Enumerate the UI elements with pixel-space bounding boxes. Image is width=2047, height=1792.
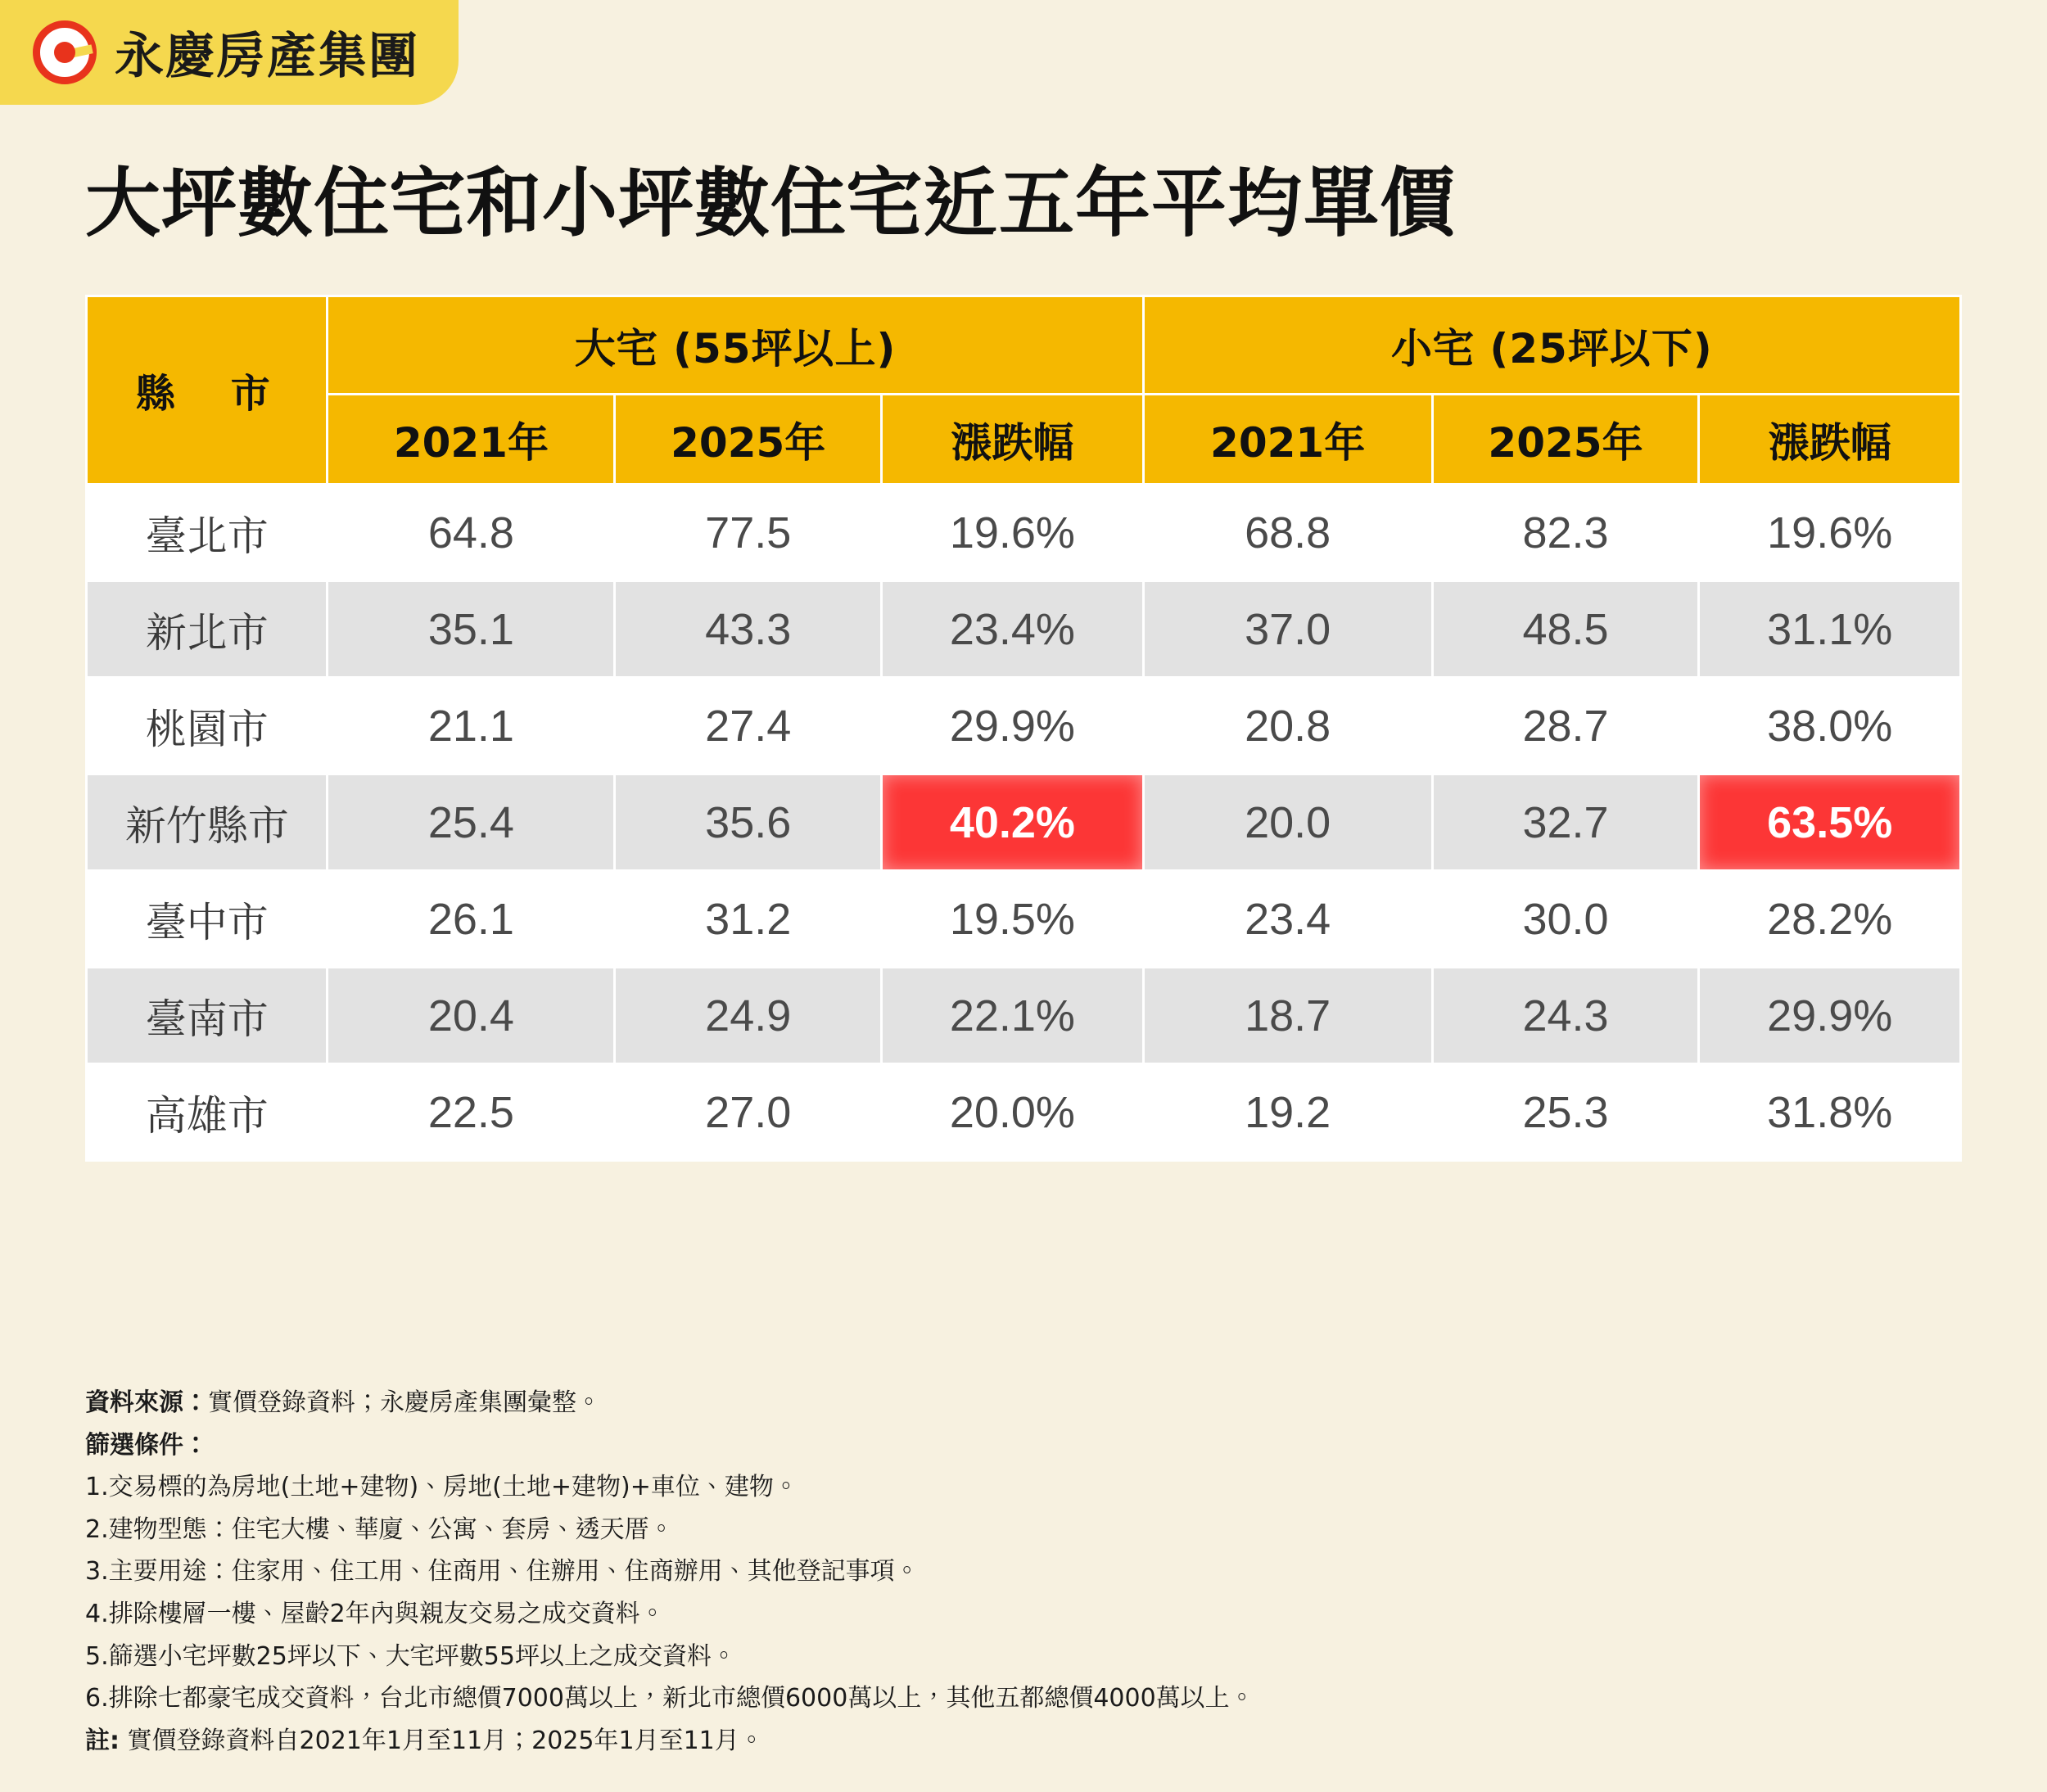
cell-small-2025: 82.3	[1432, 485, 1699, 581]
note-item-2: 2.建物型態：住宅大樓、華廈、公寓、套房、透天厝。	[85, 1514, 674, 1544]
cell-large-2021: 26.1	[328, 871, 615, 968]
table-row-highlighted	[87, 774, 1961, 871]
cell-city: 臺北市	[87, 485, 328, 581]
table-row	[87, 871, 1961, 968]
cell-large-2021: 22.5	[328, 1064, 615, 1161]
column-header-large-2021: 2021年	[328, 395, 615, 485]
price-comparison-table	[85, 295, 1962, 1162]
group-header-small-home: 小宅 (25坪以下)	[1143, 296, 1960, 395]
cell-large-change: 19.5%	[882, 871, 1144, 968]
cell-large-2021: 25.4	[328, 774, 615, 871]
cell-city: 臺中市	[87, 871, 328, 968]
column-header-large-change: 漲跌幅	[882, 395, 1144, 485]
cell-small-2025: 24.3	[1432, 968, 1699, 1064]
cell-city: 桃園市	[87, 678, 328, 774]
cell-small-change: 31.8%	[1699, 1064, 1961, 1161]
group-header-large-home: 大宅 (55坪以上)	[328, 296, 1143, 395]
cell-large-change: 29.9%	[882, 678, 1144, 774]
cell-large-2021: 35.1	[328, 581, 615, 678]
cell-large-change: 23.4%	[882, 581, 1144, 678]
note-remark	[85, 1722, 1960, 1762]
note-source	[85, 1383, 1960, 1424]
cell-large-2021: 21.1	[328, 678, 615, 774]
note-criteria-label: 篩選條件：	[85, 1430, 208, 1460]
cell-city: 臺南市	[87, 968, 328, 1064]
cell-small-change-highlight: 63.5%	[1699, 774, 1961, 871]
note-remark-text: 實價登錄資料自2021年1月至11月；2025年1月至11月。	[127, 1726, 764, 1755]
table-row	[87, 678, 1961, 774]
cell-small-2021: 68.8	[1143, 485, 1432, 581]
note-item-1: 1.交易標的為房地(土地+建物)、房地(土地+建物)+車位、建物。	[85, 1473, 798, 1502]
cell-small-2025: 25.3	[1432, 1064, 1699, 1161]
page-title: 大坪數住宅和小坪數住宅近五年平均單價	[85, 160, 1457, 247]
cell-small-change: 38.0%	[1699, 678, 1961, 774]
yungching-circle-logo-icon	[33, 20, 97, 84]
cell-large-change: 19.6%	[882, 485, 1144, 581]
table-row	[87, 1064, 1961, 1161]
cell-large-change: 20.0%	[882, 1064, 1144, 1161]
note-item-6: 6.排除七都豪宅成交資料，台北市總價7000萬以上，新北市總價6000萬以上，其他五都總價4000萬以上。	[85, 1684, 1254, 1713]
cell-large-2025: 27.0	[615, 1064, 882, 1161]
cell-city: 新竹縣市	[87, 774, 328, 871]
cell-city: 新北市	[87, 581, 328, 678]
cell-large-2021: 64.8	[328, 485, 615, 581]
cell-large-2025: 35.6	[615, 774, 882, 871]
column-header-small-2025: 2025年	[1432, 395, 1699, 485]
cell-small-2025: 30.0	[1432, 871, 1699, 968]
table-row	[87, 581, 1961, 678]
cell-small-change: 28.2%	[1699, 871, 1961, 968]
cell-large-2025: 27.4	[615, 678, 882, 774]
cell-large-change-highlight: 40.2%	[882, 774, 1144, 871]
note-item-3: 3.主要用途：住家用、住工用、住商用、住辦用、住商辦用、其他登記事項。	[85, 1557, 920, 1587]
cell-small-2025: 32.7	[1432, 774, 1699, 871]
note-remark-label: 註:	[85, 1726, 120, 1755]
cell-small-2025: 28.7	[1432, 678, 1699, 774]
cell-large-2025: 43.3	[615, 581, 882, 678]
cell-large-2025: 24.9	[615, 968, 882, 1064]
table-row	[87, 968, 1961, 1064]
cell-small-change: 19.6%	[1699, 485, 1961, 581]
cell-small-2021: 20.8	[1143, 678, 1432, 774]
cell-large-2025: 77.5	[615, 485, 882, 581]
column-header-large-2025: 2025年	[615, 395, 882, 485]
note-item-4: 4.排除樓層一樓、屋齡2年內與親友交易之成交資料。	[85, 1599, 665, 1628]
note-source-text: 實價登錄資料；永慶房產集團彙整。	[208, 1388, 601, 1417]
cell-large-change: 22.1%	[882, 968, 1144, 1064]
cell-small-2021: 37.0	[1143, 581, 1432, 678]
cell-small-2021: 23.4	[1143, 871, 1432, 968]
note-item-5: 5.篩選小宅坪數25坪以下、大宅坪數55坪以上之成交資料。	[85, 1641, 736, 1671]
cell-small-change: 31.1%	[1699, 581, 1961, 678]
cell-large-2025: 31.2	[615, 871, 882, 968]
cell-small-2025: 48.5	[1432, 581, 1699, 678]
cell-small-2021: 18.7	[1143, 968, 1432, 1064]
column-header-small-change: 漲跌幅	[1699, 395, 1961, 485]
cell-large-2021: 20.4	[328, 968, 615, 1064]
column-header-small-2021: 2021年	[1143, 395, 1432, 485]
cell-city: 高雄市	[87, 1064, 328, 1161]
cell-small-2021: 20.0	[1143, 774, 1432, 871]
column-header-city: 縣 市	[87, 296, 328, 485]
brand-bar	[0, 0, 459, 105]
cell-small-2021: 19.2	[1143, 1064, 1432, 1161]
table-row	[87, 485, 1961, 581]
note-source-label: 資料來源：	[85, 1388, 208, 1417]
cell-small-change: 29.9%	[1699, 968, 1961, 1064]
footnotes	[85, 1383, 1960, 1763]
brand-name: 永慶房產集團	[115, 28, 419, 85]
